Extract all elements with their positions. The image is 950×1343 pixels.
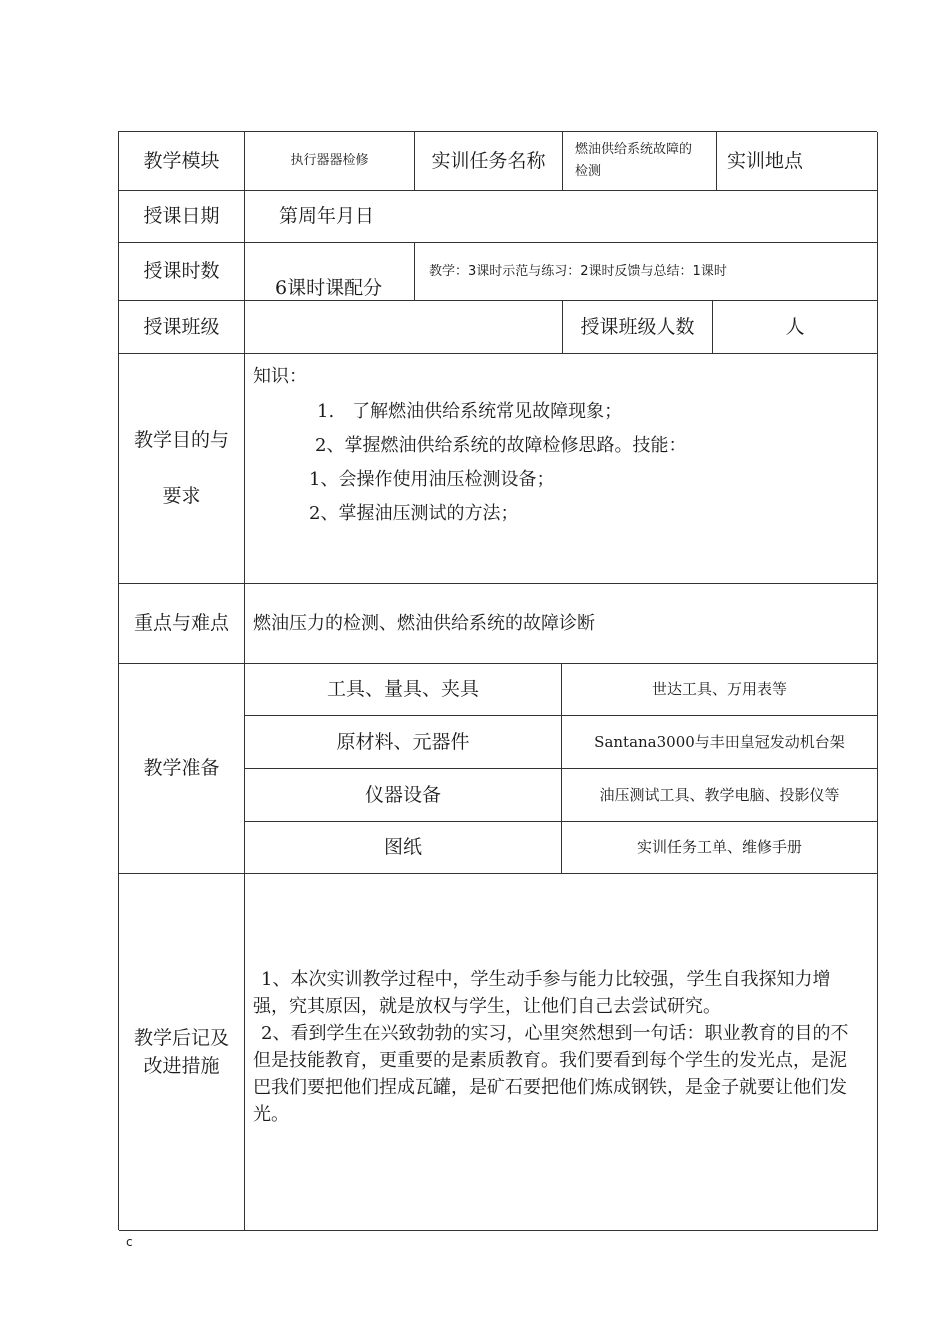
class-count-unit: 人 xyxy=(713,301,878,354)
preparation-value: 实训任务工单、维修手册 xyxy=(562,822,878,874)
objectives-label-line1: 教学目的与 xyxy=(133,429,229,452)
reflection-label-line2: 改进措施 xyxy=(143,1055,220,1077)
objectives-label-line2: 要求 xyxy=(162,484,201,507)
reflection-paragraph: 2、看到学生在兴致勃勃的实习，心里突然想到一句话：职业教育的目的不但是技能教育，更重要的是素质教育。我们要看到每个学生的发光点，是泥巴我们要把他们捏成瓦罐，是矿石要把他们炼成钢铁，是金子就要让他们发光。 xyxy=(253,1023,849,1125)
objectives-label xyxy=(119,354,245,584)
date-label: 授课日期 xyxy=(119,191,245,243)
preparation-item: 图纸 xyxy=(245,822,562,874)
objectives-content xyxy=(245,354,878,584)
reflection-label-line1: 教学后记及 xyxy=(133,1026,229,1049)
hours-label: 授课时数 xyxy=(119,243,245,301)
class-count-label: 授课班级人数 xyxy=(563,301,713,354)
class-value xyxy=(245,301,563,354)
date-value: 第周年月日 xyxy=(245,191,878,243)
preparation-value: 油压测试工具、教学电脑、投影仪等 xyxy=(562,769,878,822)
key-points-value: 燃油压力的检测、燃油供给系统的故障诊断 xyxy=(245,584,878,664)
objectives-line: 2、掌握油压测试的方法； xyxy=(309,503,519,524)
module-label: 教学模块 xyxy=(119,132,245,191)
key-points-label: 重点与难点 xyxy=(119,584,245,664)
objectives-line: 1、会操作使用油压检测设备； xyxy=(309,469,555,490)
preparation-item: 原材料、元器件 xyxy=(245,716,562,769)
class-label: 授课班级 xyxy=(119,301,245,354)
task-label: 实训任务名称 xyxy=(415,132,563,191)
objectives-line: 1. 了解燃油供给系统常见故障现象； xyxy=(317,401,623,422)
preparation-item: 工具、量具、夹具 xyxy=(245,664,562,716)
preparation-label: 教学准备 xyxy=(119,664,245,874)
task-value: 燃油供给系统故障的检测 xyxy=(563,132,717,191)
reflection-content xyxy=(245,874,878,1231)
module-value: 执行器器检修 xyxy=(245,132,415,191)
objectives-line: 2、掌握燃油供给系统的故障检修思路。技能： xyxy=(315,435,687,456)
footer-mark: c xyxy=(126,1235,133,1249)
reflection-paragraph: 1、本次实训教学过程中，学生动手参与能力比较强，学生自我探知力增强，究其原因，就是放权与学生，让他们自己去尝试研究。 xyxy=(253,969,831,1017)
hours-distribution: 教学：3课时示范与练习：2课时反馈与总结：1课时 xyxy=(415,243,878,301)
site-label: 实训地点 xyxy=(717,132,878,191)
lesson-plan-table xyxy=(118,131,877,1230)
objectives-line: 知识： xyxy=(253,366,307,387)
reflection-label xyxy=(119,874,245,1231)
hours-value: 6课时课配分 xyxy=(245,243,415,301)
preparation-item: 仪器设备 xyxy=(245,769,562,822)
preparation-value: 世达工具、万用表等 xyxy=(562,664,878,716)
preparation-value: Santana3000与丰田皇冠发动机台架 xyxy=(562,716,878,769)
